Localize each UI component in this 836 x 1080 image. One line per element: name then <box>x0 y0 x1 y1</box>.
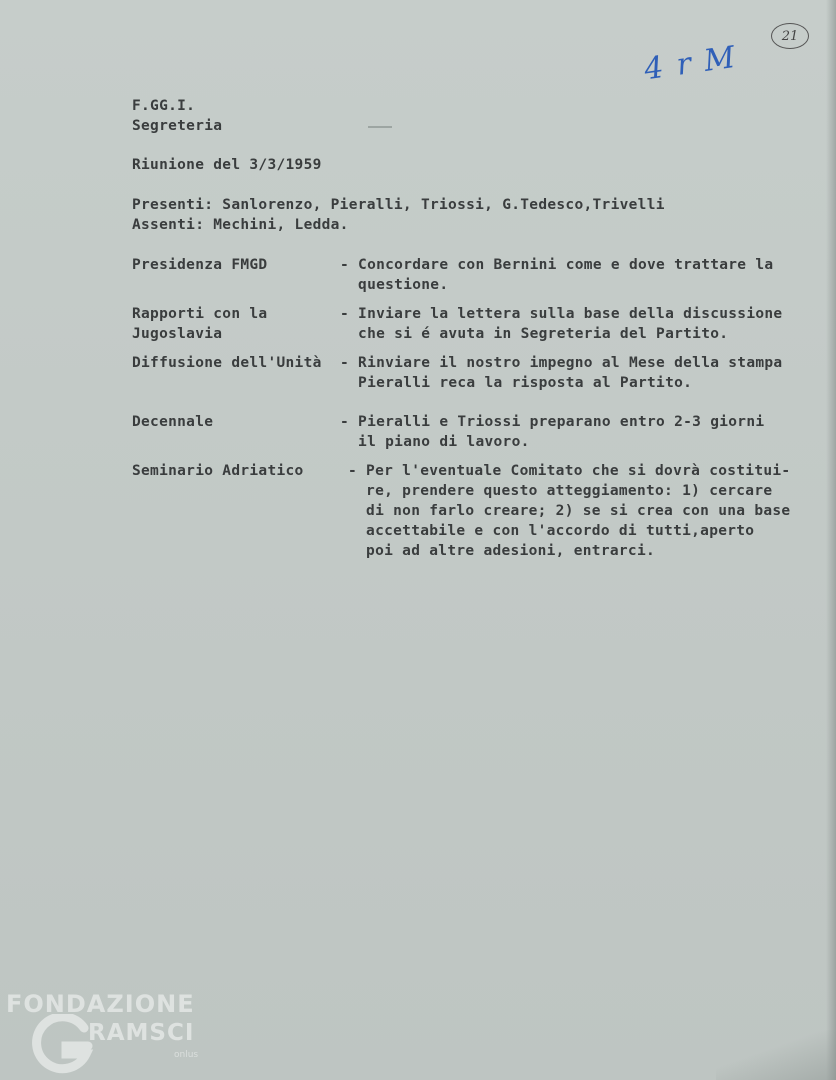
item-text-line: - Inviare la lettera sulla base della discussione <box>340 306 783 322</box>
item-topic: Decennale <box>132 414 214 430</box>
absent-list: Assenti: Mechini, Ledda. <box>132 217 349 233</box>
item-text-line: questione. <box>340 277 449 293</box>
item-topic: Presidenza FMGD <box>132 257 268 273</box>
page-number: 21 <box>781 28 799 44</box>
item-text-line: accettabile e con l'accordo di tutti,aperto <box>348 523 755 539</box>
page-edge-shadow <box>826 0 836 1080</box>
item-topic: Jugoslavia <box>132 326 223 342</box>
watermark-line2: RAMSCI <box>88 1020 195 1046</box>
item-text-line: - Concordare con Bernini come e dove trattare la <box>340 257 774 273</box>
item-text-line: poi ad altre adesioni, entrarci. <box>348 543 656 559</box>
item-topic: Diffusione dell'Unità <box>132 355 322 371</box>
item-text-line: che si é avuta in Segreteria del Partito. <box>340 326 729 342</box>
handwritten-note: 4 r M <box>642 39 740 88</box>
gramsci-g-icon <box>32 1014 94 1074</box>
page-curl <box>716 1030 836 1080</box>
present-list: Presenti: Sanlorenzo, Pieralli, Triossi, G.Tedesco,Trivelli <box>132 197 665 213</box>
org-name: F.GG.I. <box>132 98 196 114</box>
item-topic: Seminario Adriatico <box>132 463 304 479</box>
item-text-line: Pieralli reca la risposta al Partito. <box>340 375 693 391</box>
item-topic: Rapporti con la <box>132 306 268 322</box>
watermark-logo <box>6 990 216 1075</box>
item-text-line: - Per l'eventuale Comitato che si dovrà costitui- <box>348 463 791 479</box>
meeting-title: Riunione del 3/3/1959 <box>132 157 322 173</box>
watermark-sub: onlus <box>174 1050 199 1060</box>
item-text-line: - Rinviare il nostro impegno al Mese della stampa <box>340 355 783 371</box>
item-text-line: - Pieralli e Triossi preparano entro 2-3 giorni <box>340 414 765 430</box>
item-text-line: il piano di lavoro. <box>340 434 530 450</box>
page-number-stamp <box>771 23 809 49</box>
watermark-line1: FONDAZIONE <box>6 990 195 1018</box>
item-text-line: di non farlo creare; 2) se si crea con una base <box>348 503 791 519</box>
office-name: Segreteria <box>132 118 223 134</box>
item-text-line: re, prendere questo atteggiamento: 1) cercare <box>348 483 773 499</box>
stray-mark <box>368 126 392 128</box>
